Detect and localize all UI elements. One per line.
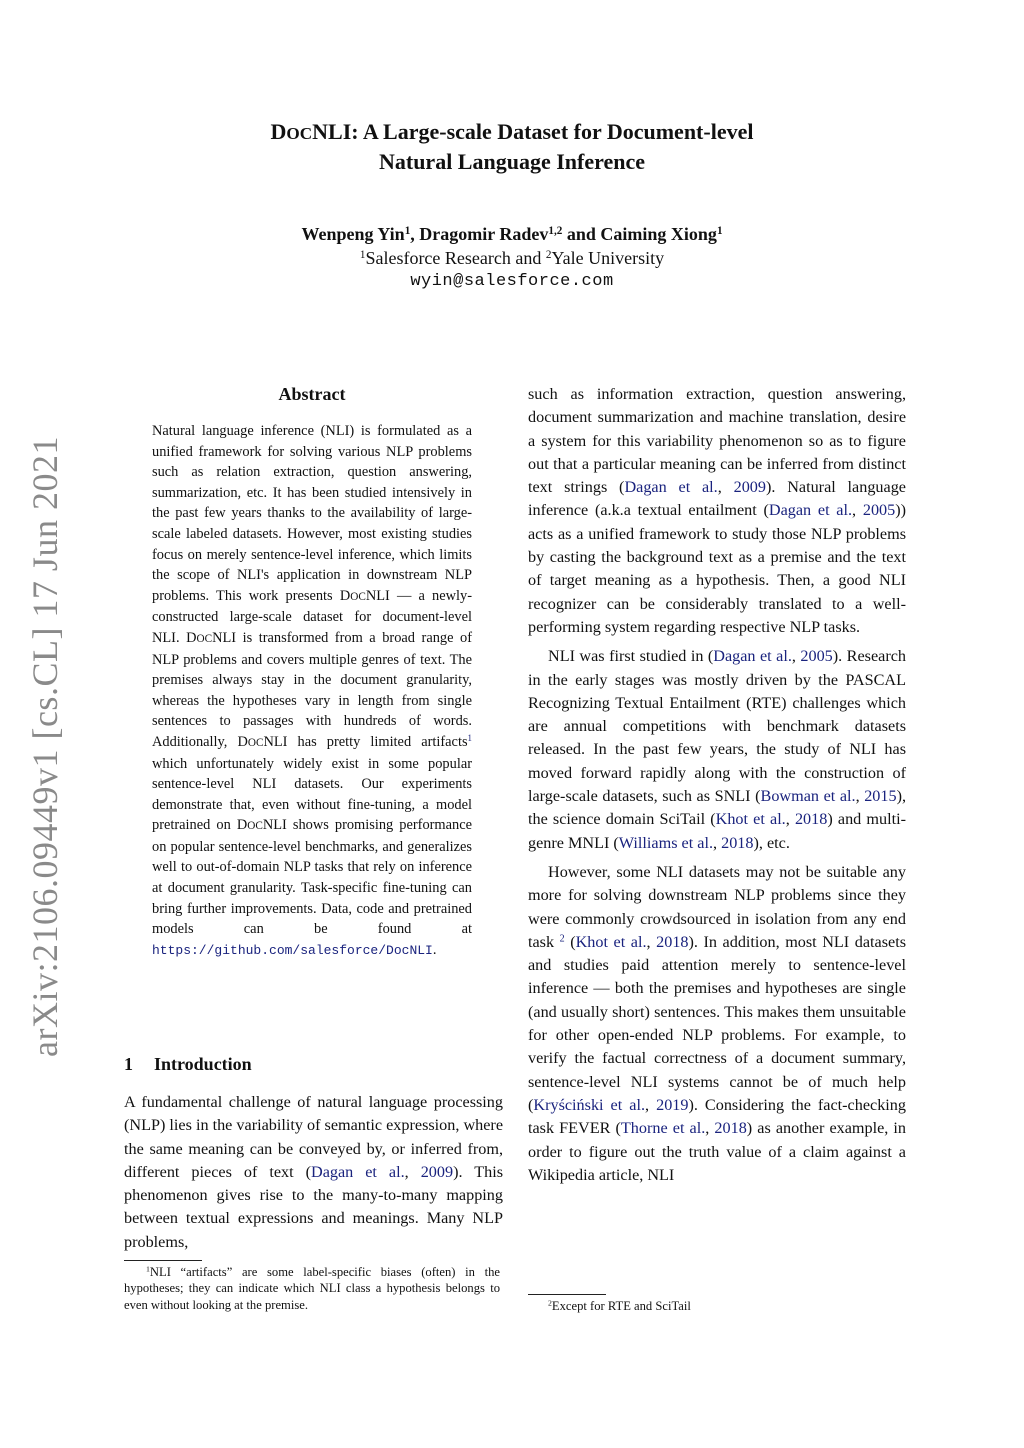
citation-year-link[interactable]: 2005 bbox=[862, 501, 896, 520]
footnote-1-ref[interactable]: 1 bbox=[467, 733, 472, 743]
citation-year-link[interactable]: 2018 bbox=[794, 810, 828, 829]
citation-year-link[interactable]: 2018 bbox=[721, 833, 754, 852]
citation-link[interactable]: Thorne et al. bbox=[620, 1119, 706, 1138]
citation-link[interactable]: Dagan et al. bbox=[311, 1162, 405, 1181]
citation-link[interactable]: Kryściński et al. bbox=[533, 1095, 646, 1114]
citation-link[interactable]: Khot et al. bbox=[575, 932, 647, 951]
paper-title bbox=[0, 118, 1024, 176]
title-line-1: DOCNLI: A Large-scale Dataset for Document-level bbox=[270, 119, 754, 144]
github-url-link[interactable]: https://github.com/salesforce/DocNLI bbox=[152, 942, 433, 958]
citation-year-link[interactable]: 2019 bbox=[656, 1095, 689, 1114]
footnote-2-ref[interactable]: 2 bbox=[559, 933, 565, 945]
paragraph-1: such as information extraction, question answering, document summarization and machine translation, desire a system for this variability phenomenon so as to figure out that a particular meaning can be inferred from distinct text strings (Dagan et al., 2009). Natural language inference (a.k.a textual entailment (Dagan et al., 2005)) acts as a unified framework to study those NLP problems by casting the background text as a premise and the text of target meaning as a hypothesis. Then, a good NLI recognizer can be considerably translated to a well-performing system regarding respective NLP tasks. bbox=[528, 385, 906, 636]
citation-year-link[interactable]: 2015 bbox=[864, 787, 897, 806]
author-email[interactable]: wyin@salesforce.com bbox=[410, 272, 614, 291]
citation-year-link[interactable]: 2009 bbox=[420, 1162, 454, 1181]
citation-year-link[interactable]: 2018 bbox=[656, 932, 689, 951]
citation-link[interactable]: Dagan et al. bbox=[713, 647, 792, 666]
arxiv-stamp: arXiv:2106.09449v1 [cs.CL] 17 Jun 2021 bbox=[25, 436, 65, 1057]
footnote-rule-left bbox=[124, 1260, 202, 1261]
citation-link[interactable]: Dagan et al. bbox=[768, 501, 853, 520]
author-block bbox=[0, 222, 1024, 294]
affiliations: $^1$Salesforce Research and $^2$Yale University bbox=[359, 248, 665, 268]
citation-link[interactable]: Williams et al. bbox=[618, 833, 713, 852]
footnote-2: $^2$Except for RTE and SciTail bbox=[548, 1298, 691, 1313]
intro-column-right bbox=[528, 383, 906, 1187]
abstract-heading: Abstract bbox=[278, 384, 346, 404]
footnote-rule-right bbox=[528, 1294, 606, 1295]
citation-link[interactable]: Bowman et al. bbox=[760, 787, 856, 806]
citation-year-link[interactable]: 2009 bbox=[733, 478, 766, 497]
citation-year-link[interactable]: 2018 bbox=[714, 1119, 747, 1138]
intro-column-left: A fundamental challenge of natural language processing (NLP) lies in the variability of semantic expression, where the same meaning can be conveyed by, or inferred from, different pieces of text (Dagan et al., 2009). This phenomenon gives rise to the many-to-many mapping between textual expressions and meanings. Many NLP problems, bbox=[124, 1093, 503, 1251]
citation-year-link[interactable]: 2005 bbox=[800, 647, 833, 666]
footnote-1: $^1$NLI “artifacts” are some label-specific biases (often) in the hypotheses; they can indicate which NLI class a hypothesis belongs to even without looking at the premise. bbox=[124, 1264, 500, 1312]
author-names: Wenpeng Yin$^1$, Dragomir Radev$^{1,2}$ and Caiming Xiong$^1$ bbox=[301, 224, 723, 244]
paragraph-3: However, some NLI datasets may not be suitable any more for solving downstream NLP problems since they were commonly crowdsourced in isolation from any end task $^2$ (Khot et al., 2018). In addition, most NLI datasets and studies paid attention merely to sentence-level inference — both the premises and hypotheses are single (and usually short) sentences. This makes them unsuitable for other open-ended NLP problems. For example, to verify the factual correctness of a document summary, sentence-level NLI systems cannot be of much help (Kryściński et al., 2019). Considering the fact-checking task FEVER (Thorne et al., 2018) as another example, in order to figure out the truth value of a claim against a Wikipedia article, NLI bbox=[528, 862, 907, 1184]
paragraph-2: NLI was first studied in (Dagan et al., 2005). Research in the early stages was mostly driven by the PASCAL Recognizing Textual Entailment (RTE) challenges which are annual competitions with benchmark datasets released. In the past few years, the study of NLI has moved forward rapidly along with the construction of large-scale datasets, such as SNLI (Bowman et al., 2015), the science domain SciTail (Khot et al., 2018) and multi-genre MNLI (Williams et al., 2018), etc. bbox=[528, 647, 907, 852]
citation-link[interactable]: Dagan et al. bbox=[624, 478, 718, 497]
citation-link[interactable]: Khot et al. bbox=[715, 810, 786, 829]
title-line-2: Natural Language Inference bbox=[378, 149, 646, 174]
section-heading: 1 Introduction bbox=[124, 1054, 252, 1074]
abstract-body: Natural language inference (NLI) is formulated as a unified framework for solving various NLP problems such as relation extraction, question answering, summarization, etc. It has been studied intensively in the past few years thanks to the availability of large-scale labeled datasets. However, most existing studies focus on merely sentence-level inference, which limits the scope of NLI's application in downstream NLP problems. This work presents DOCNLI — a newly-constructed large-scale dataset for document-level NLI. DOCNLI is transformed from a broad range of NLP problems and covers multiple genres of text. The premises always stay in the document granularity, whereas the hypotheses vary in length from single sentences to passages with hundreds of words. Additionally, DOCNLI has pretty limited artifacts$^1$ which unfortunately widely exist in some popular sentence-level NLI datasets. Our experiments demonstrate that, even without fine-tuning, a model pretrained on DOCNLI shows promising performance on popular sentence-level benchmarks, and generalizes well to out-of-domain NLP tasks that rely on inference at document granularity. Task-specific fine-tuning can bring further improvements. Data, code and pretrained models can be found at https://github.com/salesforce/DocNLI. bbox=[152, 423, 472, 958]
